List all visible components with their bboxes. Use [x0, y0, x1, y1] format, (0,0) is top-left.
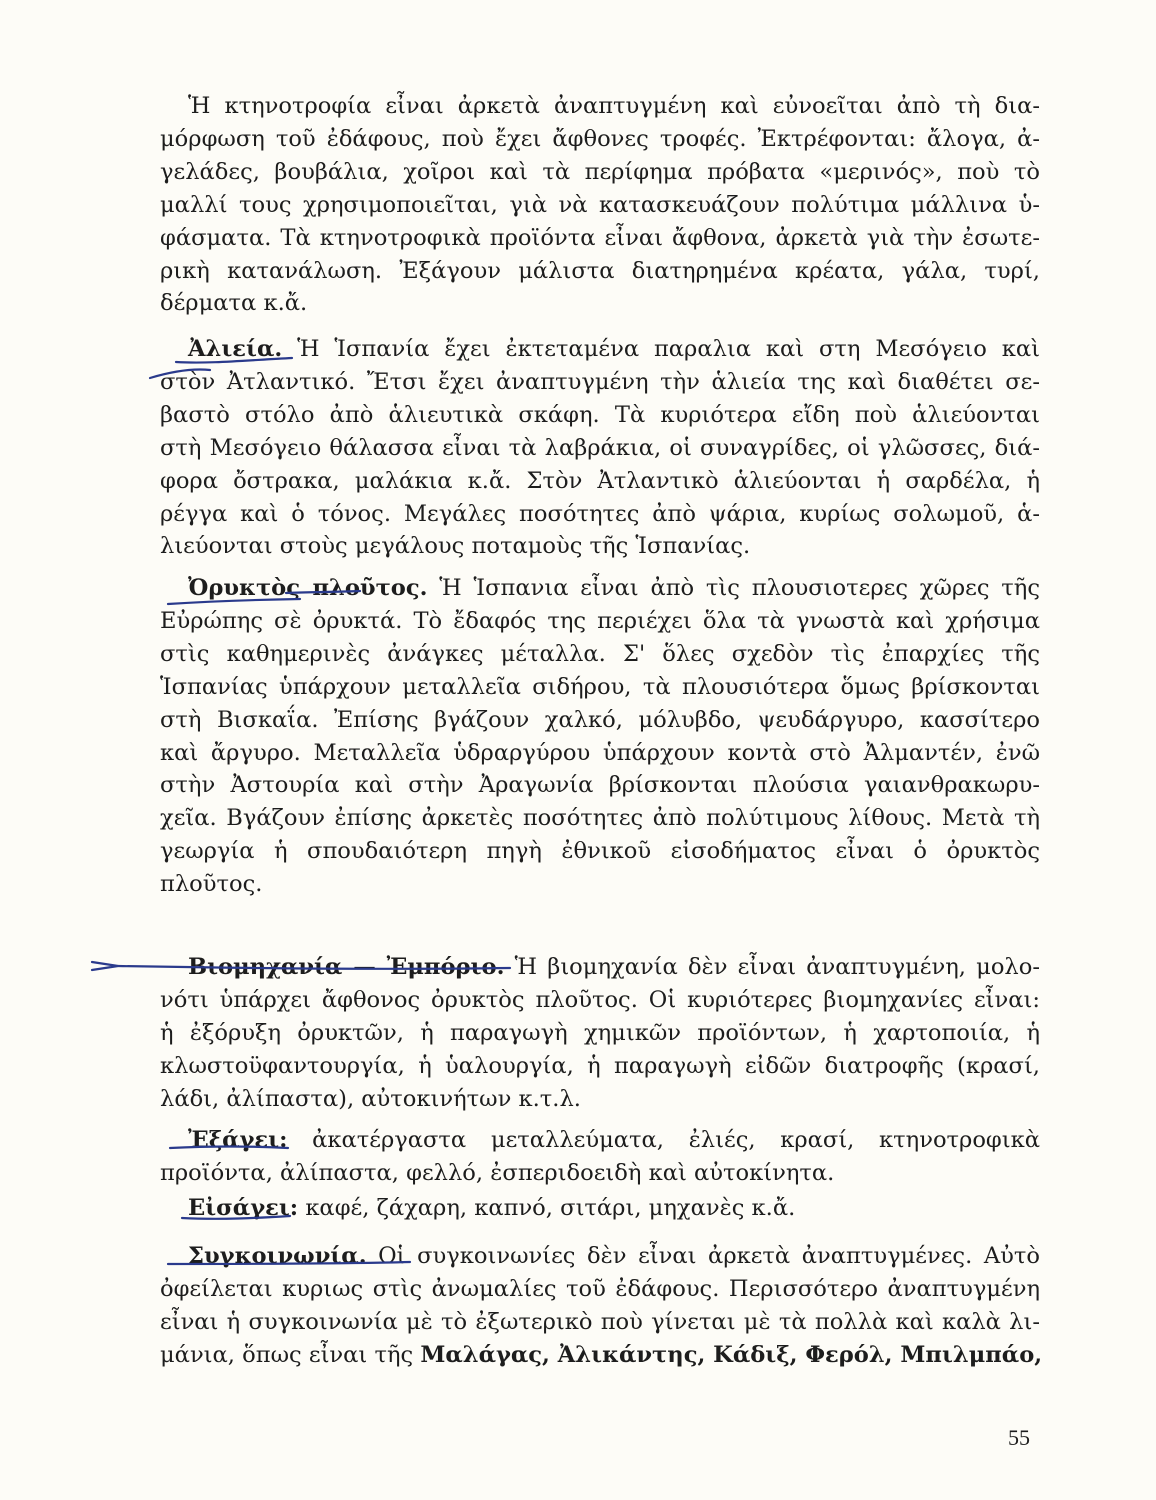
text-line: Ἱσπανίας ὑπάρχουν μεταλλεῖα σιδήρου, τὰ πλουσιότερα ὅμως βρίσκονται: [160, 673, 1040, 700]
text-line: στὴ Βισκαΐα. Ἐπίσης βγάζουν χαλκό, μόλυβδο, ψευδάργυρο, κασσίτερο: [160, 706, 1040, 733]
heading-line-rest: Ἡ Ἱσπανία ἔχει ἐκτεταμένα παραλια καὶ στη Μεσόγειο καὶ: [297, 336, 1040, 362]
text-line: στὴ Μεσόγειο θάλασσα εἶναι τὰ λαβράκια, οἱ συναγρίδες, οἱ γλῶσσες, διά-: [160, 434, 1040, 461]
text-line: στὴν Ἀστουρία καὶ στὴν Ἀραγωνία βρίσκονται πλούσια γαιανθρακωρυ-: [160, 772, 1040, 799]
section-heading-transport: Συγκοινωνία.: [188, 1243, 367, 1269]
text-line: χεῖα. Βγάζουν ἐπίσης ἀρκετὲς ποσότητες ἀπὸ πολύτιμους λίθους. Μετὰ τὴ: [160, 805, 1040, 832]
text-line: Ἡ κτηνοτροφία εἶναι ἀρκετὰ ἀναπτυγμένη καὶ εὐνοεῖται ἀπὸ τὴ δια-: [188, 93, 1040, 119]
text-line: μαλλί τους χρησιμοποιεῖται, γιὰ νὰ κατασκευάζουν πολύτιμα μάλλινα ὑ-: [160, 191, 1040, 218]
text-line: ἡ ἐξόρυξη ὀρυκτῶν, ἡ παραγωγὴ χημικῶν προϊόντων, ἡ χαρτοποιία, ἡ: [160, 1019, 1040, 1046]
text-line: καὶ ἄργυρο. Μεταλλεῖα ὑδραργύρου ὑπάρχουν κοντὰ στὸ Ἀλμαντέν, ἐνῶ: [160, 739, 1040, 766]
text-line: προϊόντα, ἀλίπαστα, φελλό, ἐσπεριδοειδὴ καὶ αὐτοκίνητα.: [160, 1159, 835, 1186]
text-line: [160, 1339, 1043, 1372]
text-line: [160, 572, 1040, 605]
text-line: δέρματα κ.ἄ.: [160, 290, 308, 317]
paragraph-livestock: [160, 90, 1040, 320]
heading-line-rest: Ἡ βιομηχανία δὲν εἶναι ἀναπτυγμένη, μολο-: [514, 954, 1040, 980]
section-heading-minerals: Ὀρυκτὸς πλοῦτος.: [188, 575, 428, 601]
text-line: [160, 333, 1040, 366]
paragraph-industry: [160, 951, 1040, 1116]
ink-mark-industry: [92, 962, 118, 970]
text-line: μόρφωση τοῦ ἐδάφους, ποὺ ἔχει ἄφθονες τροφές. Ἐκτρέφονται: ἄλογα, ἀ-: [160, 125, 1040, 152]
heading-line-rest: Ἡ Ἱσπανια εἶναι ἀπὸ τὶς πλουσιοτερες χῶρες τῆς: [439, 575, 1040, 601]
text-line: γελάδες, βουβάλια, χοῖροι καὶ τὰ περίφημα πρόβατα «μερινός», ποὺ τὸ: [160, 158, 1040, 185]
text-line: λάδι, ἀλίπαστα), αὐτοκινήτων κ.τ.λ.: [160, 1085, 581, 1112]
section-heading-exports: Ἐξάγει:: [188, 1127, 288, 1153]
text-line: στὸν Ἀτλαντικό. Ἔτσι ἔχει ἀναπτυγμένη τὴν ἁλιεία της καὶ διαθέτει σε-: [160, 368, 1040, 395]
text-line: λιεύονται στοὺς μεγάλους ποταμοὺς τῆς Ἱσπανίας.: [160, 533, 751, 560]
text-line: κλωστοϋφαντουργία, ἡ ὑαλουργία, ἡ παραγωγὴ εἰδῶν διατροφῆς (κρασί,: [160, 1052, 1040, 1079]
paragraph-exports: [160, 1124, 1040, 1190]
text-line: [160, 951, 1040, 984]
text-line: φορα ὄστρακα, μαλάκια κ.ἄ. Στὸν Ἀτλαντικὸ ἁλιεύονται ἡ σαρδέλα, ἡ: [160, 467, 1040, 494]
text-line: φάσματα. Τὰ κτηνοτροφικὰ προϊόντα εἶναι ἄφθονα, ἀρκετὰ γιὰ τὴν ἐσωτε-: [160, 224, 1040, 251]
text-line: ὀφείλεται κυριως στὶς ἀνωμαλίες τοῦ ἐδάφους. Περισσότερο ἀναπτυγμένη: [160, 1275, 1040, 1302]
text-line: πλοῦτος.: [160, 871, 263, 898]
ports-list: Μαλάγας, Ἀλικάντης, Κάδιξ, Φερόλ, Μπιλμπάο,: [420, 1341, 1043, 1368]
heading-line-rest: ἀκατέργαστα μεταλλεύματα, ἐλιές, κρασί, κτηνοτροφικὰ: [312, 1127, 1040, 1153]
text-line: Εὐρώπης σὲ ὀρυκτά. Τὸ ἔδαφός της περιέχει ὅλα τὰ γνωστὰ καὶ χρήσιμα: [160, 607, 1040, 634]
text-line: [160, 1124, 1040, 1157]
paragraph-transport: [160, 1240, 1043, 1372]
ports-lead-text: μάνια, ὅπως εἶναι τῆς: [160, 1341, 414, 1368]
text-line: βαστὸ στόλο ἀπὸ ἁλιευτικὰ σκάφη. Τὰ κυριότερα εἴδη ποὺ ἁλιεύονται: [160, 401, 1040, 428]
section-heading-imports: Εἰσάγει:: [188, 1195, 299, 1221]
paragraph-minerals: [160, 572, 1040, 901]
text-line: γεωργία ἡ σπουδαιότερη πηγὴ ἐθνικοῦ εἰσοδήματος εἶναι ὁ ὀρυκτὸς: [160, 838, 1040, 865]
text-line: [160, 1192, 1040, 1225]
text-line: ρικὴ κατανάλωση. Ἐξάγουν μάλιστα διατηρημένα κρέατα, γάλα, τυρί,: [160, 257, 1040, 284]
heading-line-rest: Οἱ συγκοινωνίες δὲν εἶναι ἀρκετὰ ἀναπτυγμένες. Αὐτὸ: [378, 1243, 1040, 1269]
text-line: εἶναι ἡ συγκοινωνία μὲ τὸ ἐξωτερικὸ ποὺ γίνεται μὲ τὰ πολλὰ καὶ καλὰ λι-: [160, 1308, 1040, 1335]
page-number: 55: [1008, 1425, 1030, 1450]
section-heading-industry: Βιομηχανία — Ἐμπόριο.: [188, 954, 505, 980]
text-line: [160, 1240, 1040, 1273]
paragraph-fishing: [160, 333, 1040, 563]
heading-line-rest: καφέ, ζάχαρη, καπνό, σιτάρι, μηχανὲς κ.ἄ.: [305, 1195, 796, 1221]
text-line: στὶς καθημερινὲς ἀνάγκες μέταλλα. Σ' ὅλες σχεδὸν τὶς ἐπαρχίες τῆς: [160, 640, 1040, 667]
section-heading-fishing: Ἀλιεία.: [188, 336, 283, 362]
paragraph-imports: [160, 1192, 1040, 1225]
text-line: νότι ὑπάρχει ἄφθονος ὀρυκτὸς πλοῦτος. Οἱ κυριότερες βιομηχανίες εἶναι:: [160, 986, 1040, 1013]
text-line: ρέγγα καὶ ὁ τόνος. Μεγάλες ποσότητες ἀπὸ ψάρια, κυρίως σολωμοῦ, ἁ-: [160, 500, 1040, 527]
